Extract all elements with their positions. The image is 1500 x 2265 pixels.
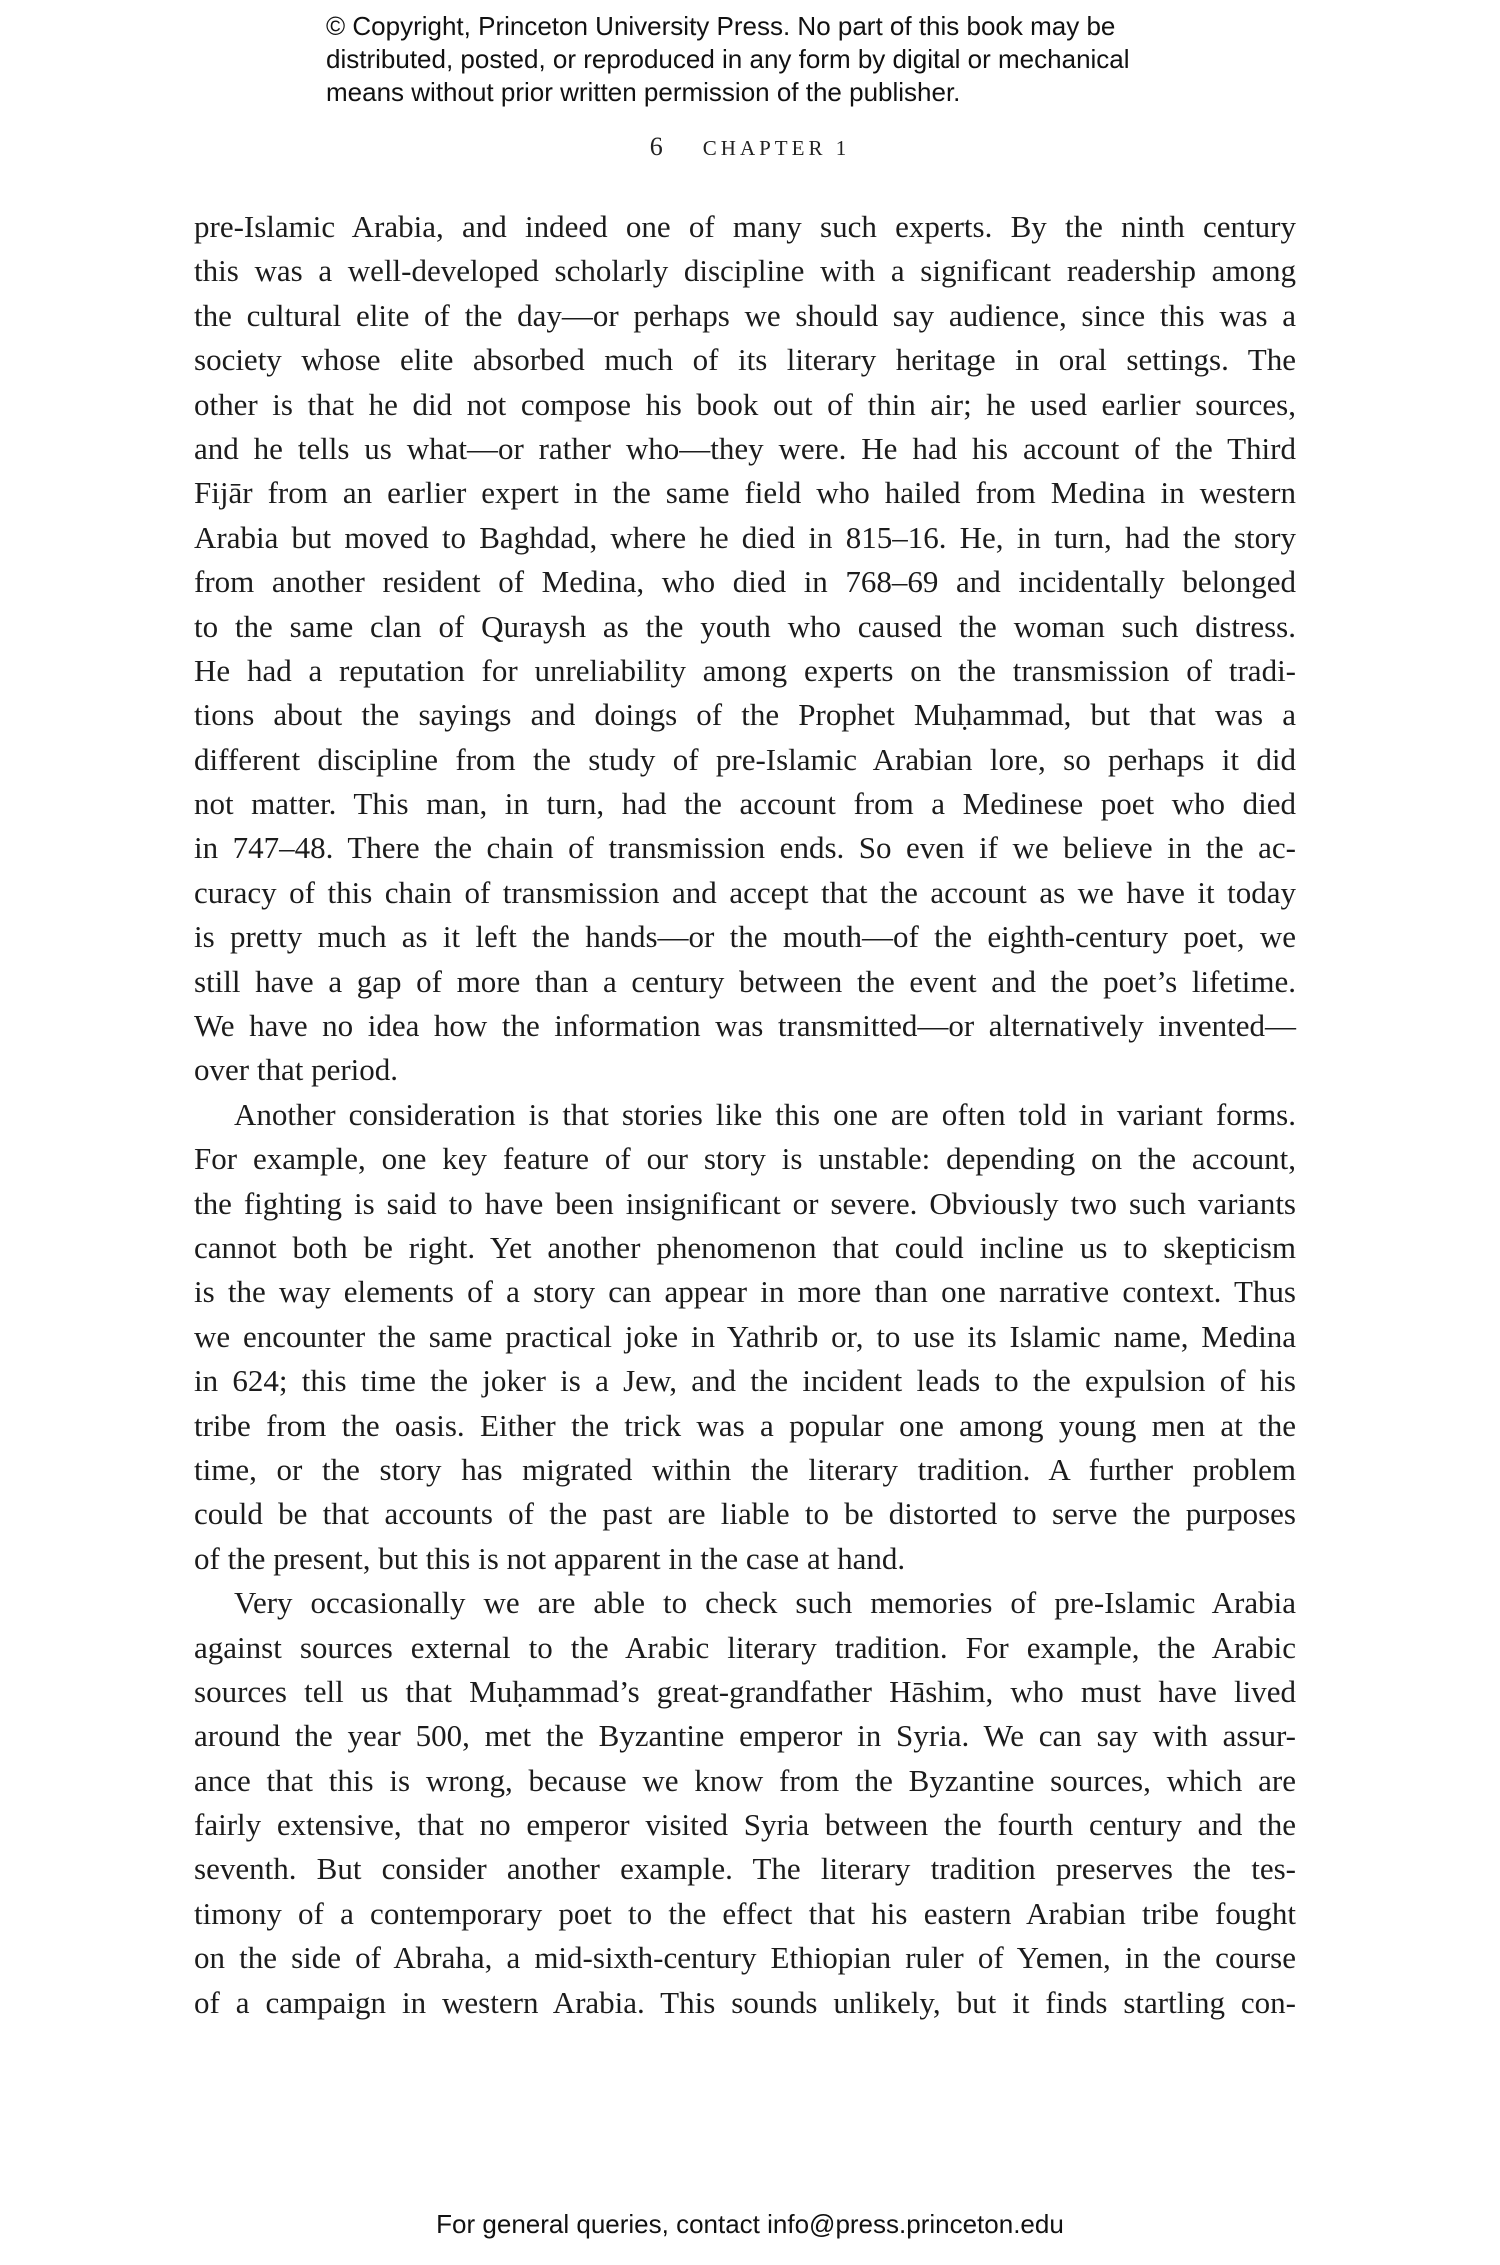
text-line: cannot both be right. Yet another phenomenon that could incline us to skepticism [194, 1229, 1296, 1265]
body-text [194, 205, 1296, 2025]
text-line: over that period. [194, 1052, 399, 1088]
text-line: For example, one key feature of our story is unstable: depending on the account, [194, 1141, 1296, 1177]
text-line: against sources external to the Arabic literary tradition. For example, the Arabic [194, 1629, 1296, 1665]
text-line: ance that this is wrong, because we know from the Byzantine sources, which are [194, 1762, 1296, 1798]
text-line: sources tell us that Muḥammad’s great-grandfather Hāshim, who must have lived [194, 1673, 1296, 1709]
copyright-line: distributed, posted, or reproduced in any form by digital or mechanical [326, 44, 1130, 74]
copyright-line: means without prior written permission of the publisher. [326, 77, 961, 107]
text-line: other is that he did not compose his book out of thin air; he used earlier sources, [194, 386, 1296, 422]
text-line: society whose elite absorbed much of its literary heritage in oral settings. The [194, 342, 1296, 378]
text-line: and he tells us what—or rather who—they were. He had his account of the Third [194, 430, 1296, 466]
text-line: curacy of this chain of transmission and accept that the account as we have it today [194, 874, 1296, 910]
page-number: 6 [649, 132, 663, 161]
text-line: to the same clan of Quraysh as the youth who caused the woman such distress. [194, 608, 1296, 644]
text-line: on the side of Abraha, a mid-sixth-century Ethiopian ruler of Yemen, in the course [194, 1940, 1296, 1976]
text-line: tribe from the oasis. Either the trick was a popular one among young men at the [194, 1407, 1296, 1443]
footer-contact: For general queries, contact info@press.princeton.edu [436, 2209, 1064, 2239]
text-line: Arabia but moved to Baghdad, where he died in 815–16. He, in turn, had the story [194, 519, 1296, 555]
text-line: the fighting is said to have been insignificant or severe. Obviously two such variants [194, 1185, 1296, 1221]
text-line: the cultural elite of the day—or perhaps we should say audience, since this was a [194, 297, 1296, 333]
text-line: still have a gap of more than a century between the event and the poet’s lifetime. [194, 963, 1296, 999]
text-line: is the way elements of a story can appear in more than one narrative context. Thus [194, 1274, 1296, 1310]
text-line: in 624; this time the joker is a Jew, and the incident leads to the expulsion of his [194, 1363, 1296, 1399]
copyright-notice [326, 10, 1186, 109]
text-line: is pretty much as it left the hands—or the mouth—of the eighth-century poet, we [194, 919, 1296, 955]
text-line: different discipline from the study of pre-Islamic Arabian lore, so perhaps it did [194, 741, 1296, 777]
text-line: tions about the sayings and doings of the Prophet Muḥammad, but that was a [194, 697, 1296, 733]
text-line: could be that accounts of the past are liable to be distorted to serve the purposes [194, 1496, 1296, 1532]
text-line: of a campaign in western Arabia. This sounds unlikely, but it finds startling con- [194, 1984, 1296, 2020]
running-head [0, 132, 1500, 163]
text-line: not matter. This man, in turn, had the account from a Medinese poet who died [194, 786, 1296, 822]
text-line: Fijār from an earlier expert in the same field who hailed from Medina in western [194, 475, 1296, 511]
text-line: this was a well-developed scholarly discipline with a significant readership among [194, 253, 1296, 289]
text-line: He had a reputation for unreliability among experts on the transmission of tradi- [194, 652, 1296, 688]
text-line: seventh. But consider another example. The literary tradition preserves the tes- [194, 1851, 1296, 1887]
chapter-title: CHAPTER 1 [702, 136, 851, 160]
text-line: from another resident of Medina, who died in 768–69 and incidentally belonged [194, 564, 1296, 600]
text-line: Another consideration is that stories like this one are often told in variant forms. [234, 1096, 1296, 1132]
text-line: timony of a contemporary poet to the effect that his eastern Arabian tribe fought [194, 1895, 1296, 1931]
text-line: around the year 500, met the Byzantine emperor in Syria. We can say with assur- [194, 1718, 1296, 1754]
text-line: fairly extensive, that no emperor visited Syria between the fourth century and the [194, 1807, 1296, 1843]
copyright-line: © Copyright, Princeton University Press. No part of this book may be [326, 11, 1116, 41]
text-line: time, or the story has migrated within the literary tradition. A further problem [194, 1451, 1296, 1487]
text-line: in 747–48. There the chain of transmission ends. So even if we believe in the ac- [194, 830, 1296, 866]
text-line: we encounter the same practical joke in Yathrib or, to use its Islamic name, Medina [194, 1318, 1296, 1354]
text-line: of the present, but this is not apparent in the case at hand. [194, 1540, 906, 1576]
text-line: We have no idea how the information was transmitted—or alternatively invented— [194, 1008, 1296, 1044]
text-line: pre-Islamic Arabia, and indeed one of many such experts. By the ninth century [194, 209, 1296, 244]
text-line: Very occasionally we are able to check such memories of pre-Islamic Arabia [234, 1585, 1296, 1621]
